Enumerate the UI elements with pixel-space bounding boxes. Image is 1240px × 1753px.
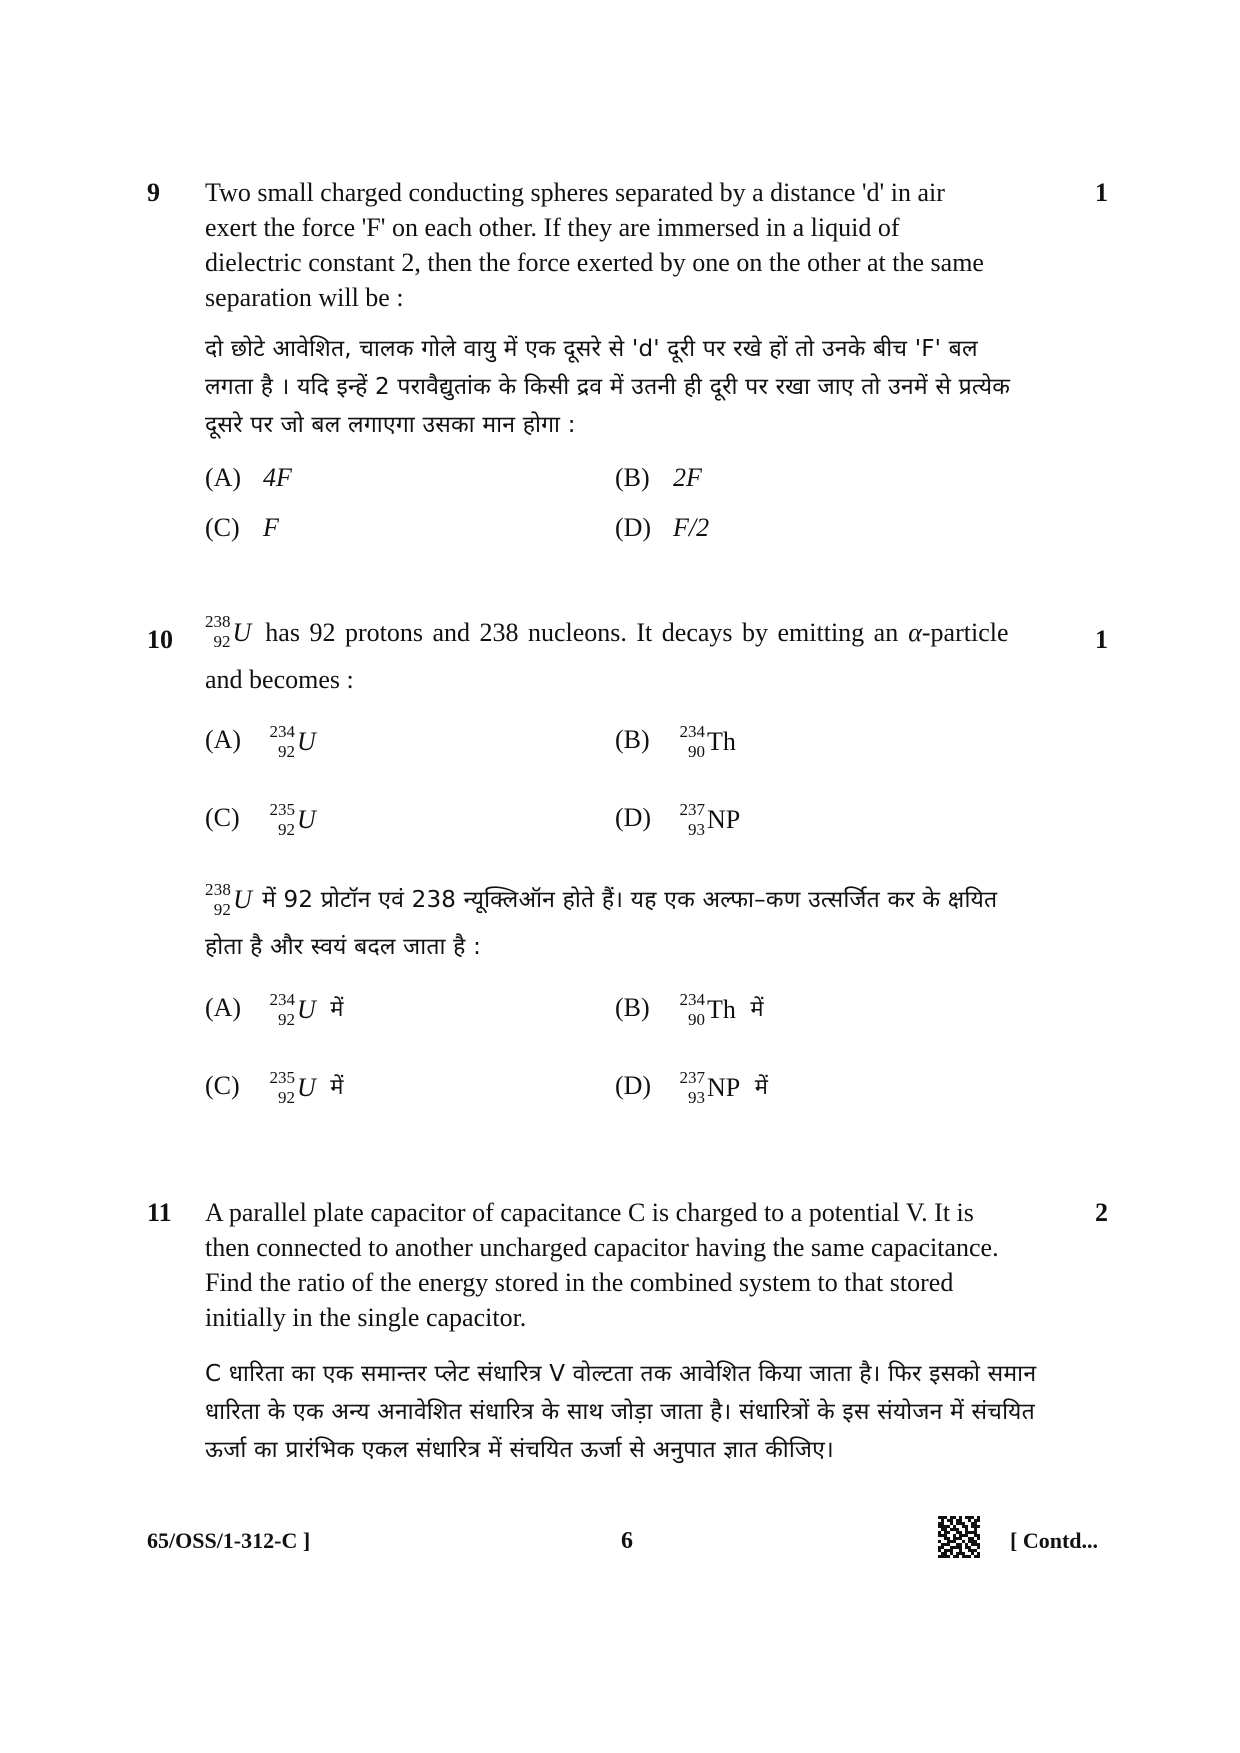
atomic-number: 92 (278, 1010, 295, 1029)
text-line: initially in the single capacitor. (205, 1303, 527, 1332)
isotope (270, 990, 316, 1030)
text-line: Two small charged conducting spheres separated by a distance 'd' in air (205, 178, 945, 207)
question-marks: 1 (1095, 625, 1108, 654)
option-label: (D) (615, 802, 652, 832)
element-symbol: U (297, 727, 316, 756)
text-line: Find the ratio of the energy stored in the combined system to that stored (205, 1268, 954, 1297)
atomic-number: 93 (688, 820, 705, 839)
option-text: 4F (263, 463, 292, 492)
atomic-number: 90 (688, 1010, 705, 1029)
question-text-hindi (205, 330, 1058, 444)
option-c (205, 800, 316, 840)
paper-code: 65/OSS/1-312-C ] (147, 1528, 311, 1553)
option-a (205, 722, 316, 762)
question-marks: 2 (1095, 1198, 1108, 1227)
option-c (205, 513, 279, 543)
question-number: 9 (147, 178, 160, 207)
element-symbol: U (232, 617, 252, 647)
atomic-number: 93 (688, 1088, 705, 1107)
element-symbol: NP (707, 805, 741, 834)
option-label: (B) (615, 724, 650, 754)
option-text: 2F (673, 463, 702, 492)
qr-code-icon (938, 1516, 980, 1558)
question-number: 11 (147, 1198, 172, 1227)
mass-number: 235 (269, 1068, 295, 1087)
text-fragment: -particle (921, 617, 1009, 647)
hindi-suffix: में (754, 1074, 768, 1100)
option-label: (A) (205, 724, 242, 754)
isotope (205, 880, 252, 920)
option-label: (C) (205, 802, 240, 832)
element-symbol: U (233, 885, 253, 914)
mass-number: 237 (679, 1068, 705, 1087)
isotope (270, 800, 316, 840)
text-line: dielectric constant 2, then the force exerted by one on the other at the same (205, 248, 984, 277)
hindi-suffix: में (330, 1074, 344, 1100)
text-line: C धारिता का एक समान्तर प्लेट संधारित्र V वोल्टता तक आवेशित किया जाता है। फिर इसको समान (205, 1361, 1037, 1387)
mass-number: 234 (679, 722, 705, 741)
element-symbol: U (297, 995, 316, 1024)
hindi-suffix: में (750, 996, 764, 1022)
option-b-hindi (615, 990, 764, 1030)
element-symbol: U (297, 1073, 316, 1102)
option-text: F/2 (673, 513, 710, 542)
text-line: and becomes : (205, 665, 354, 694)
continued-label: [ Contd... (1010, 1528, 1099, 1553)
mass-number: 238 (205, 880, 232, 899)
option-label: (C) (205, 1070, 240, 1100)
option-a-hindi (205, 990, 343, 1030)
text-line: then connected to another uncharged capacitor having the same capacitance. (205, 1233, 999, 1262)
option-d (615, 800, 740, 840)
text-line: लगता है । यदि इन्हें 2 परावैद्युतांक के किसी द्रव में उतनी ही दूरी पर रखा जाए तो उनमें से प्रत्येक (205, 374, 1011, 400)
text-line: दो छोटे आवेशित, चालक गोले वायु में एक दूसरे से 'd' दूरी पर रखे हों तो उनके बीच 'F' बल (205, 336, 978, 362)
text-line: A parallel plate capacitor of capacitance C is charged to a potential V. It is (205, 1198, 974, 1227)
alpha-symbol: α (908, 617, 922, 647)
mass-number: 234 (679, 990, 705, 1009)
isotope (270, 1068, 316, 1108)
option-text: F (263, 513, 279, 542)
page-number: 6 (621, 1528, 633, 1554)
question-text-hindi (205, 1355, 1058, 1469)
question-text-english (205, 175, 1058, 315)
question-marks: 1 (1095, 178, 1108, 207)
option-label: (B) (615, 992, 650, 1022)
option-b (615, 463, 702, 493)
question-number: 10 (147, 625, 173, 654)
text-line (205, 612, 1058, 652)
question-text-english (205, 612, 1058, 697)
atomic-number: 90 (688, 742, 705, 761)
isotope (680, 990, 736, 1030)
atomic-number: 92 (278, 742, 295, 761)
text-line: separation will be : (205, 283, 404, 312)
text-line: होता है और स्वयं बदल जाता है : (205, 934, 482, 960)
element-symbol: Th (707, 995, 736, 1024)
element-symbol: NP (707, 1073, 741, 1102)
option-c-hindi (205, 1068, 343, 1108)
text-line: धारिता के एक अन्य अनावेशित संधारित्र के साथ जोड़ा जाता है। संधारित्रों के इस संयोजन में संचयित (205, 1399, 1035, 1425)
option-label: (B) (615, 463, 650, 492)
text-fragment: में 92 प्रोटॉन एवं 238 न्यूक्लिऑन होते हैं। यह एक अल्फा–कण उत्सर्जित कर के क्षयित (262, 887, 998, 913)
question-text-english (205, 1195, 1058, 1335)
element-symbol: Th (707, 727, 736, 756)
element-symbol: U (297, 805, 316, 834)
isotope (680, 800, 741, 840)
atomic-number: 92 (213, 632, 231, 651)
option-label: (D) (615, 513, 652, 542)
isotope (205, 612, 251, 652)
text-line: exert the force 'F' on each other. If they are immersed in a liquid of (205, 213, 900, 242)
text-line (205, 880, 1058, 920)
question-text-hindi (205, 880, 1058, 966)
text-line: ऊर्जा का प्रारंभिक एकल संधारित्र में संचयित ऊर्जा से अनुपात ज्ञात कीजिए। (205, 1437, 834, 1463)
option-label: (C) (205, 513, 240, 542)
atomic-number: 92 (278, 820, 295, 839)
mass-number: 237 (679, 800, 705, 819)
isotope (680, 722, 736, 762)
option-b (615, 722, 736, 762)
option-label: (D) (615, 1070, 652, 1100)
text-line: दूसरे पर जो बल लगाएगा उसका मान होगा : (205, 412, 576, 438)
mass-number: 234 (269, 990, 295, 1009)
isotope (270, 722, 316, 762)
option-label: (A) (205, 992, 242, 1022)
option-label: (A) (205, 463, 242, 492)
mass-number: 235 (269, 800, 295, 819)
mass-number: 234 (269, 722, 295, 741)
isotope (680, 1068, 741, 1108)
atomic-number: 92 (213, 900, 232, 919)
option-a (205, 463, 292, 493)
option-d-hindi (615, 1068, 768, 1108)
option-d (615, 513, 709, 543)
hindi-suffix: में (330, 996, 344, 1022)
atomic-number: 92 (278, 1088, 295, 1107)
text-fragment: has 92 protons and 238 nucleons. It decays by emitting an (265, 617, 899, 647)
mass-number: 238 (205, 612, 231, 631)
